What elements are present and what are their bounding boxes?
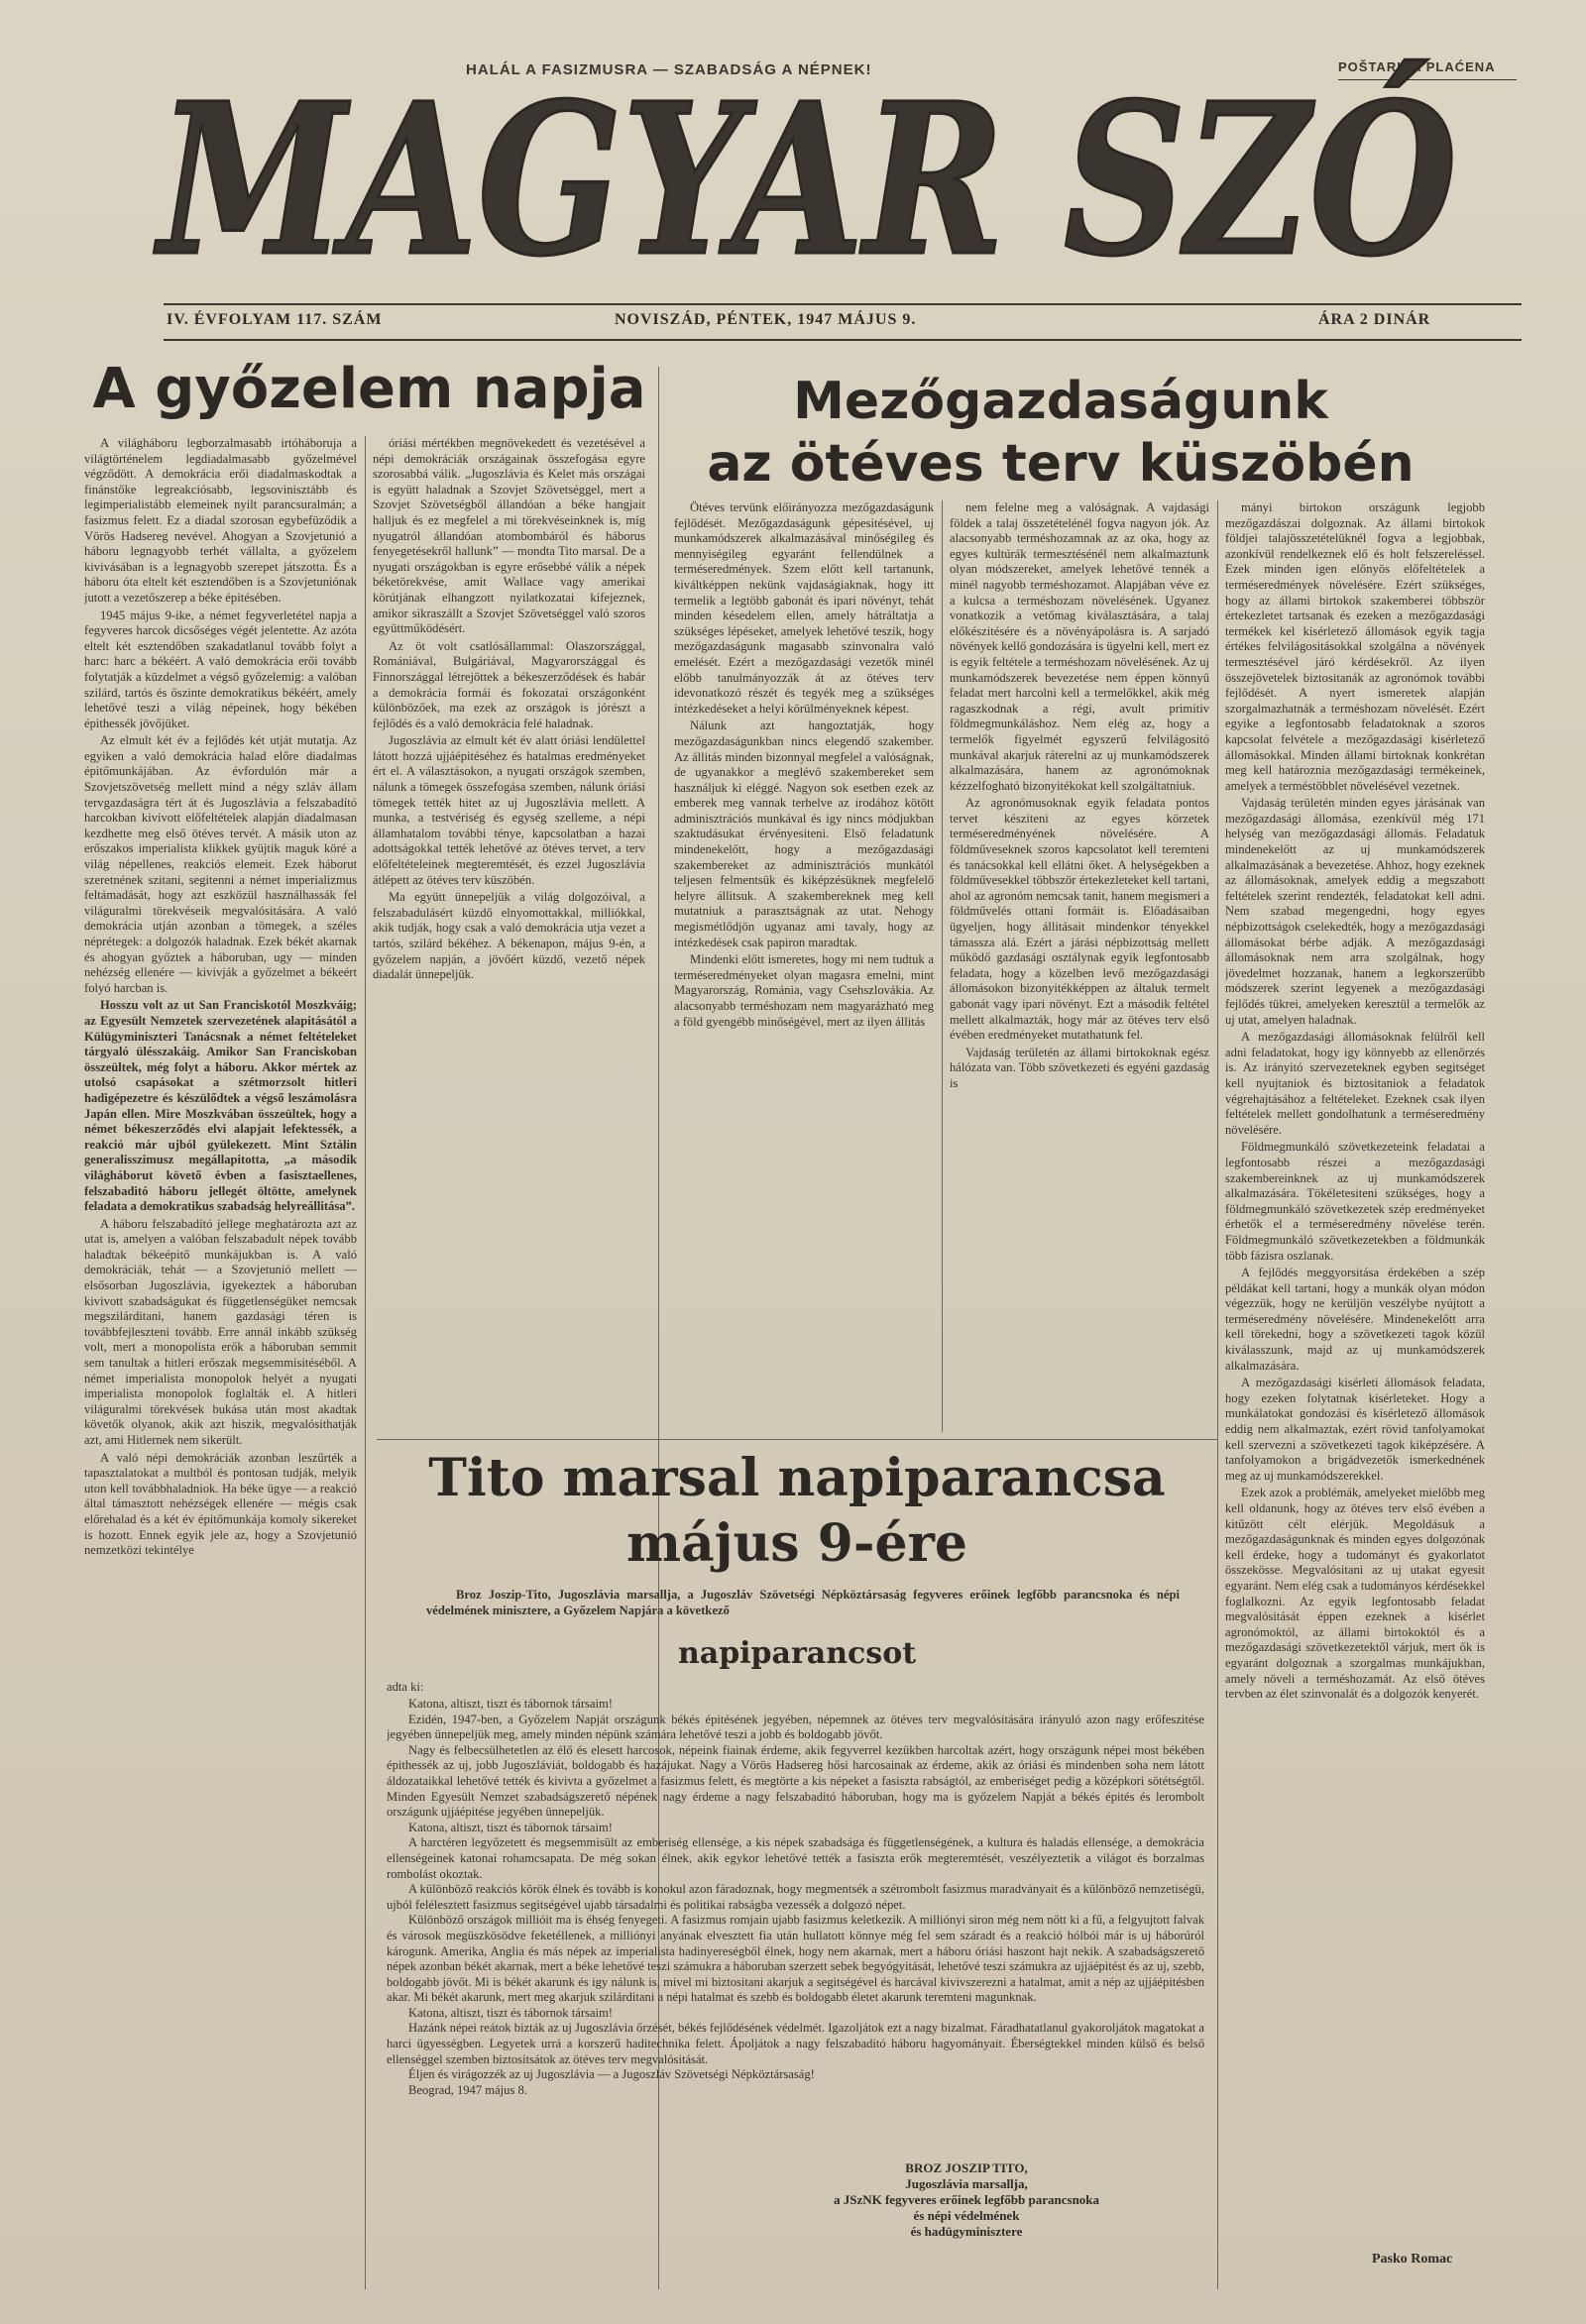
headline-mezogazdasagunk: Mezőgazdaságunk [793,372,1328,431]
masthead [149,50,1467,277]
postal-paid-notice: POŠTARINA PLAĆENA [1338,59,1496,74]
paragraph: A harctéren legyőzetett és megsemmisült az emberiség ellensége, a kis népek szabadsága és függetlenségének, a kultura és haladás ellensége, a demokrácia ellenségeinek katonai rohamcsapata. De még sokan élnek, akik egykor lehetővé tették a fasiszta erők megteremtését, veszélyeztetik a világot és borzalmas rombolást okoztak. [387,1835,1204,1881]
column-divider [1217,500,1218,2289]
signature-line: és népi védelmének [913,2208,1020,2223]
paragraph: Katona, altiszt, tiszt és tábornok társaim! [408,1820,613,1834]
paragraph: A háboru felszabadító jellege meghatározta azt az utat is, amelyen a valóban felszabadult népek tovább haladtak békeépitő munkájukban is. A való demokráciák, tehát — a Szovjetunió mellett — elsősorban Jugoszlávia, igyekeztek a háboruban kivivott szabadságukat és függetlenségüket nemcsak megszilárditani, hanem gazdasági téren is továbbfejleszteni tovább. Erre annál inkább szükség volt, mert a monopolista erők a háboruban semmit sem tanultak a hitleri erőszak megsemmisitéséből. A német imperialista monopolok helyét a nyugati imperialista monopolok foglalták el. A hitleri világuralmi törekvések bukása után most akadtak követők olyanok, akik azt hiszik, megvalósithatják azt, ami Hitlernek nem sikerült. [84,1216,357,1447]
paragraph: Földmegmunkáló szövetkezeteink feladatai a legfontosabb részei a mezőgazdasági szakembereinknek az uj munkamódszerek alkalmazására. Tökéletesiteni szükséges, hogy a földmegmunkáló szövetkezetek szép eredményeket érhetők el a terméseredmény növelése terén. Földmegmunkáló szövetkezetekben a földmunkák több fázisra oszlanak. [1225,1140,1485,1263]
headline-gyozelem-napja: A győzelem napja [92,357,646,421]
paragraph: A mezőgazdasági kisérleti állomások feladata, hogy ezeken folytatnak kisérleteket. Hogy a munkálatokat gondozási és kísérletező állomások eddig nem alkalmaztak, ezért rövid tanfolyamokat kell szervezni a szövetkezeti tagok kiképzésére. A tanfolyamokon a brigádvezetők ismerkednének meg az uj munkamódszerekkel. [1225,1376,1485,1483]
paragraph: Hosszu volt az ut San Franciskotól Moszkváig; az Egyesült Nemzetek szervezetének alapitásától a Külügyminiszteri Tanácsnak a német feltételeket tárgyaló ülésszakáig. Amikor San Franciskoban összeültek, még folyt a háboru. Akkor mértek az utolsó csapásokat a szétmorzsolt hitleri hadigépezetre és készülődtek a végső leszámolásra Japán ellen. Mire Moszkvában összeültek, hogy a német békeszerződés elvi alapjait lefektessék, a reakció már ujból gyülekezett. Mint Sztálin generalisszimusz megállapitotta, „a második világháborut követő évben a fasisztaellenes, felszabaditó háboru jellegét öltötte, amelynek feladata a demokratikus szabadság helyreállitása”. [84,998,357,1214]
signature-block [753,2160,1180,2240]
paragraph: A fejlődés meggyorsitása érdekében a szép példákat kell tartani, hogy a munkák olyan módon végezzük, hogy ne kerüljön veszélybe nyújtott a terméseredmény növelésére. Mindenekelőtt arra kell törekedni, hogy a szövetkezeti tagok közül kiválasszunk, majd az uj munkamódszerek alkalmazására. [1225,1266,1485,1373]
paragraph: Hazánk népei reátok bizták az uj Jugoszlávia őrzését, békés fejlődésének védelmét. Igazoljátok ezt a nagy bizalmat. Fáradhatatlanul gyakoroljátok magatokat a harci ügyességben. Legyetek urrá a korszerű haditechnika felett. Ápoljátok a nagy felszabaditó háboru hagyományait. Éberségtekkel minden külső és belső ellenséggel szemben biztositsátok az ötéves terv megvalósitását. [387,2021,1204,2066]
masthead-title: MAGYAR SZÓ [154,57,1457,277]
slogan: HALÁL A FASIZMUSRA — SZABADSÁG A NÉPNEK! [466,61,872,78]
paragraph: óriási mértékben megnövekedett és vezetésével a népi demokráciák országainak összefogása egyre szorosabbá válik. „Jugoszlávia és Kelet más országai is együtt haladnak a Szovjet Szövetséggel, mert a Szovjet Szövetségből állandóan a béke hangjait halljuk és ez megfelel a mi törekvéseinknek is, míg nyugatról állandóan atombombáról és háborus fenyegetésekről hallunk” — mondta Tito marsal. De a nyugati országokban is egyre erősebbé válik a népek béketörekvése, amit Wallace vagy amerikai körútjának elhangzott nyilatkozatai kifejeznek, amikor sikraszállt a Szovjet Szövetséggel való szoros együttműködésért. [373,436,645,636]
paragraph: Vajdaság területén minden egyes járásának van mezőgazdasági állomása, ezenkívül még 171 helység van mezőgazdasági állomás. Feladatuk mindenekelőtt az uj munkamódszerek alkalmazásának a bevezetése. Ahhoz, hogy ezeknek az állomásoknak, amelyek eddig a megszabott feltételek szerint rendezték, feladatokat kell adni. Nem szabad megengedni, hogy egyes népbizottságok cselekedték, hogy a mezőgazdasági állomásokat bérbe adják. A mezőgazdasági állomásoknak nem arra szolgálnak, hogy jövedelmet hozzanak, hanem a legkorszerűbb módszerek szerint legyenek a mezőgazdasági fejlődés tükrei, amelyeken keresztül a termelők az uj utat, amelyen haladnak. [1225,796,1485,1027]
paragraph: mányi birtokon országunk legjobb mezőgazdászai dolgoznak. Az állami birtokok földjei talajösszetételüknél fogva a legjobbak, azonkívül rendelkeznek elő és holt felszereléssel. Ezek minden igen előnyös előfeltételek a terméseredmények növelésére. Ezért szükséges, hogy az állami birtokok szakemberei többször értekezletet tartsanak és ezeken a mezőgazdasági termékek kel kisérletező állomások egyik tagja értékes felvilágositásokkal szolgálna a növények termesztésével járó kérdésekről. Az ilyen összejövetelek biztositanák az agronómok további fejlődését. A nyert ismeretek alapján szorgalmazhatnák a terméshozam növelését. Ezért egyike a legfontosabb feladatoknak a szoros kapcsolat felvétele a mezőgazdasági kisérletező állomásokkal. Minden állami birtoknak konkrétan meg kell határoznia mezőgazdasági termékeinek, amelyek a terméstöbblet növelésével vezetnek. [1225,500,1485,793]
paragraph: A mezőgazdasági állomásoknak felülről kell adni feladatokat, hogy igy könnyebb az ellenőrzés is. Az irányitó szervezeteknek egyben segitséget kell nyujtaniok és biztositaniok a feladatok végrehajtásához a feltételeket. Ezeknek csak ilyen feltételek mellett gondolhatunk a terméseredmény növelésére. [1225,1030,1485,1137]
signature-line: és hadügyminisztere [910,2224,1023,2239]
order-intro: Broz Joszip-Tito, Jugoszlávia marsallja, a Jugoszláv Szövetségi Népköztársaság fegyveres erőinek legfőbb parancsnoka és népi védelmének minisztere, a Győzelem Napjára a következő [426,1588,1180,1617]
column-divider [942,500,943,1432]
paragraph: Katona, altiszt, tiszt és tábornok társaim! [408,1697,613,1711]
paragraph: Vajdaság területén az állami birtokoknak egész hálózata van. Több szövetkezeti és egyéni gazdaság is [950,1045,1209,1090]
left-article-column-2 [373,436,645,1437]
author-byline: Pasko Romac [1372,2252,1453,2267]
headline-tito-napiparancsa: Tito marsal napiparancsa [428,1448,1166,1508]
paragraph: Nálunk azt hangoztatják, hogy mezőgazdaságunkban nincs elegendő szakember. Az állitás minden bizonnyal megfelel a valóságnak, de ugyanakkor a meglévő szakembereket sem használjuk ki eléggé. Nagyon sok esetben ezek az emberek meg vannak terhelve az irodához kötött adminisztrációs munkával és igy nincs módjukban szaktudásukat érvényesiteni. Első feladatunk mindenekelőtt, hogy a mezőgazdasági szakembereket az adminisztrációs munkától teljesen felmentsük és kiképzésüknek megfelelő helyre állitsuk. A szakembereknek meg kell mutatniuk a parasztságnak az utat. Nehogy megismétlődjön ugyanaz ami tavaly, hogy az intézkedések csak papiron maradtak. [674,719,934,949]
right-article-column-3 [1225,500,1485,2240]
paragraph: Ezek azok a problémák, amelyeket mielőbb meg kell oldanunk, hogy az ötéves terv első évében a kitűzött célt elérjük. Megoldásuk a mezőgazdaságunknak és minden egyes dolgozónak kell érdeke, hogy a tudományt és gyakorlatot összekösse. Megvalósitani az uj utakat egyesit egyaránt. Nem elég csak a tudományos kérdésekkel foglalkozni. Az egyik legfontosabb feladat megvalósitását éppen ezeknek a kisérlet agronómoktól, az állami birtokoktól és a mezőgazdasági szövetkezetektől várjuk, mert ők is egyaránt dolgoznak a szorgalmas munkájukban, amely növeli a terméshozamát. Az első ötéves tervben az élet szinvonalát és a dolgozók kenyerét. [1225,1486,1485,1702]
paragraph: A való népi demokráciák azonban leszűrték a tapasztalatokat a multból és pontosan tudják, melyik uton kell továbbhaladniok. Ha béke ügye — a reakció által támasztott nehézségek ellenére — mégis csak előrehalad és a két év épitőmunkája komoly sikereket is hozott. Ennek egyik jele az, hogy a Szovjetunió nemzetközi tekintélye [84,1450,357,1558]
paragraph: Ezidén, 1947-ben, a Győzelem Napját országunk békés épitésének jegyében, népemnek az ötéves terv megvalósitására irányuló azon nagy erőfeszitése jegyében ünnepeljük meg, amely minden népünk számára lehetővé teszi a jobb és boldogabb jövőt. [387,1712,1204,1742]
signature-line: BROZ JOSZIP TITO, [905,2160,1028,2175]
paragraph: Jugoszlávia az elmult két év alatt óriási lendülettel látott hozzá ujjáépitéséhez és hatalmas eredményeket ért el. A választásokon, a nyugati országok szemben, nálunk a tömegek összefogása szemben, nálunk óriási tömegek tették hitet az uj Jugoszlávia mellett. A munka, a testvériség és egység szelleme, a népi államhatalom további ténye, kapcsolatban a hazai adottságokkal tették lehetővé az ötéves tervet, a terv előfeltételeinek megteremtését, és ezzel Jugoszlávia átlépett az ötéves terv küszöbén. [373,733,645,887]
paragraph: A különböző reakciós körök élnek és tovább is konokul azon fáradoznak, hogy megmentsék a szétrombolt fasizmus maradványait és a különböző nemzetiségü, ujból felélesztett fasizmus segitségével ujabb társadalmi és politikai rabságba vezessék a dolgozó népet. [387,1882,1204,1912]
right-article-column-2 [950,500,1209,1432]
headline-otees-terv: az ötéves terv küszöbén [707,434,1415,494]
signature-line: Jugoszlávia marsallja, [905,2176,1028,2191]
paragraph: Éljen és virágozzék az uj Jugoszlávia — a Jugoszláv Szövetségi Népköztársaság! [408,2067,815,2082]
left-article-column-1 [84,436,357,2289]
paragraph: Katona, altiszt, tiszt és tábornok társaim! [408,2005,613,2020]
paragraph: nem felelne meg a valóságnak. A vajdasági földek a talaj összetételénél fogva nagyon jók. Az alacsonyabb terméshozamnak az az oka, hogy az egyes kultúrák termesztésénél nem alkalmaztunk olyan módszereket, amelyek lehetővé tennék a minél nagyobb terméshozamot. Alapjában véve ez a kulcsa a terméshozam növelésének. Ugyanez vonatkozik a vetőmag kiválasztására, a talaj előkészitésére és a növényápolásra is. A sarjadó növények kellő gondozására is ügyelni kell, mert ez is egyik feltétele a terméshozam növelésének. Az uj munkamódszerek bevezetése nem éppen könnyű feladat mert harcolni kell a termelőkkel, akik még ragaszkodnak a régi, avult primitiv földmegmunkáláshoz. Nem elég az, hogy a termelők figyelmét egyszerű felvilágositó munkával akarjuk ráterelni az uj munkamódszerek alkalmazására, hanem az agronómoknak kézzelfogható bizonyitékokat kell szolgáltatniuk. [950,500,1209,793]
paragraph: Ötéves tervünk előirányozza mezőgazdaságunk fejlődését. Mezőgazdaságunk gépesitésével, uj munkamódszerek alkalmazásával minőségileg és mennyiségileg egyaránt fellendülnek a terméseredmények. Szem előtt kell tartanunk, kiváltképpen nekünk vajdaságiaknak, hogy itt termelik a legtöbb gabonát és ipari növényt, tehát minden késedelem ellen, amely hátráltatja a szükséges lépéseket, amelyek lehetővé teszik, hogy mezőgazdaságunk magasabb szinvonalra való emelését. Ezért a mezőgazdasági vezetők minél előbb tanulmányozzák át az ötéves terv idevonatkozó részét és tegyék meg a szükséges intézkedéseket a helyi körülményeknek képest. [674,500,934,716]
section-divider [377,1439,1217,1440]
paragraph: Az öt volt csatlósállammal: Olaszországgal, Romániával, Bulgáriával, Magyarországgal és Finnországgal létrejöttek a békeszerződések és habár a demokrácia formái és fokozatai országonként különbözőek, ma ezek az országok is jórészt a fejlődés és a való demokrácia felé haladnak. [373,638,645,730]
paragraph: Mindenki előtt ismeretes, hogy mi nem tudtuk a terméseredményeket olyan magasra emelni, mint Magyarország, Románia, vagy Csehszlovákia. Az alacsonyabb terméshozam nem magyarázható meg a föld gyengébb minőségével, mert az ilyen állitás [674,952,934,1029]
right-article-column-1 [674,500,934,1432]
paragraph: Különböző országok millióit ma is éhség fenyegeti. A fasizmus romjain ujabb fasizmus keletkezik. A milliónyi siron még nem nőtt ki a fű, a felgyujtott falvak és városok megüszkösödve feketéllenek, a milliónyi anyának elvesztett fia után hullatott könnye még fel sem száradt és a reakció hólbói már is uj háborúról károgunk. Amerika, Anglia és más népek az imperialista hadinyereségből élnek, hogy nem akarnak, mert a háboru óriási haszont hajt nekik. A szabadságszerető népek azonban békét akarnak, mert a béke lehetővé teszi számukra a háboruban szerzett sebek begyógyitását, lehetővé teszi számukra az ujjáépitést és az uj, szebb, boldogabb jövőt. Mi is békét akarunk és igy nálunk is, mivel mi biztositani akarjuk a segitségével és harcával kivivszerezni a hatalmat, amit a nép az ujjáépitésben akar. Mi békét akarunk, mert meg akarjuk szilárditani a népi hatalmat és szebb és boldogabb életet akarunk teremteni magunknak. [387,1913,1204,2005]
order-issued: adta ki: [387,1680,424,1694]
dateline: NOVISZÁD, PÉNTEK, 1947 MÁJUS 9. [615,311,917,328]
paragraph: Az agronómusoknak egyik feladata pontos tervet késziteni az egyes körzetek terméseredményének növelésére. A földműveseknek szoros kapcsolatot kell teremteni és tanácsokkal kell ellátni őket. A helységekben a földművesekkel többször értekezleteket kell tartani, ahol az agronóm nemcsak tanit, hanem megismeri a földművelés ottani formáit is. Előadásaiban ügyeljen, hogy állitásait mindenkor tényekkel támassza alá. Ezért a járási népbizottság mellett működő gazdasági osztálynak egyik legfontosabb feladata, hogy a közelben levő mezőgazdasági állomásokon bizonyitékképpen az általuk termelt gabonát vagy ipari növényt. Ezt a második feltétel mellett alkalmazták, hogy már az ötéves terv első évében eredményeket mutathatunk fel. [950,796,1209,1043]
volume-number: IV. ÉVFOLYAM 117. SZÁM [167,311,383,328]
paragraph: Beograd, 1947 május 8. [408,2082,527,2097]
masthead-rule-top [164,303,1522,305]
paragraph: 1945 május 9-ike, a német fegyverletétel napja a fegyveres harcok dicsőséges végét jelentette. Az azóta eltelt két esztendőben szakadatlanul tovább folyt a harc: harc a békéért. A való demokrácia erői tovább folytatják a küzdelmet a végső győzelemig: a valóban szilárd, tartós és őszinte demokratikus békéért, amely lehetővé teszi a világ népeinek, hogy békében épithessék jövőjüket. [84,608,357,730]
napiparancsot-title: napiparancsot [677,1636,917,1671]
column-divider [365,436,366,2289]
paragraph: Nagy és felbecsülhetetlen az élő és elesett harcosok, népeink fiainak érdeme, akik fegyverrel kezükben harcoltak azért, hogy országunk népei most békében épithessék az uj, jobb Jugoszláviát, boldogabb és hazájukat. Nagy a Vörös Hadsereg hősi harcosainak az érdeme, akik az óriási és mindenben soha nem látott áldozataikkal lehetővé tették és kivivta a győzelmet a fasizmus felett, és megtörte a kis népeket a fasiszta rabságtól, az emberiséget pedig a középkori sötétségtől. Minden Egyesült Nemzet szabadságszerető népének nagy érdeme a nagy felszabaditó háboruban, hogy ma is győzelem Napját a békés épités és lerombolt országunk ujjáépitése jegyében ünnepeljük. [387,1742,1204,1820]
price: ÁRA 2 DINÁR [1318,311,1431,328]
paragraph: A világháboru legborzalmasabb irtóháboruja a világtörténelem legdiadalmasabb győzelmével végződött. A demokrácia erői diadalmaskodtak a finánstőke legreakciósabb, legsovinisztább és legimperialistább elemeinek nyilt parancsuralmán; a fasizmus felett. Ez a diadal szorosan egybefüződik a Vörös Hadsereg nevével. Ahogyan a Szovjetunió a háboru legnagyobb terhét vállalta, a győzelem kivivásában is a legnagyobb szerepet játszotta. És a háboru óta eltelt két esztendőben is a Szovjetuniónak jutott a vezetőszerep a béke épitésében. [84,436,357,605]
masthead-rule-bottom [164,339,1522,341]
headline-majus-9: május 9-ére [625,1513,968,1574]
paragraph: Az elmult két év a fejlődés két utját mutatja. Az egyiken a való demokrácia halad előre diadalmas épitőmunkájában. Az évfordulón már a Szovjetszövetség mellett mind a négy szláv állam tervgazdaságra tért át és Jugoszlávia a felszabadító harcokban kivivott előfeltételek alapján diadalmasan kezdhette meg első ötéves tervét. A másik uton az erőszakos imperialista klikkek gyüjtik maguk köré a világ népellenes, reakciós elemeit. Ezek háborut szeretnének szitani, segitenni a német imperializmus feltámadását, hogy azt eszközül használhassák fel világuralmi törekvéseik megvalósitására. A való demokrácia utján azonban a tömegek, a széles néprétegek: a dolgozók haladnak. Ezek békét akarnak és ahogyan győztek a háboruban, ugy — minden nehézség ellenére — kivivják a győzelmet a békeért folyó harcban is. [84,733,357,995]
signature-line: a JSzNK fegyveres erőinek legfőbb parancsnoka [833,2192,1100,2207]
paragraph: Ma együtt ünnepeljük a világ dolgozóival, a felszabadulásért küzdő elnyomottakkal, milliókkal, akik tudják, hogy csak a való demokrácia utja vezet a tartós, szilárd békéhez. A békenapon, május 9-én, a győzelem napján, a jövőért küzdő, vezető népek diadalát ünnepeljük. [373,890,645,982]
order-body [387,1697,1204,2148]
